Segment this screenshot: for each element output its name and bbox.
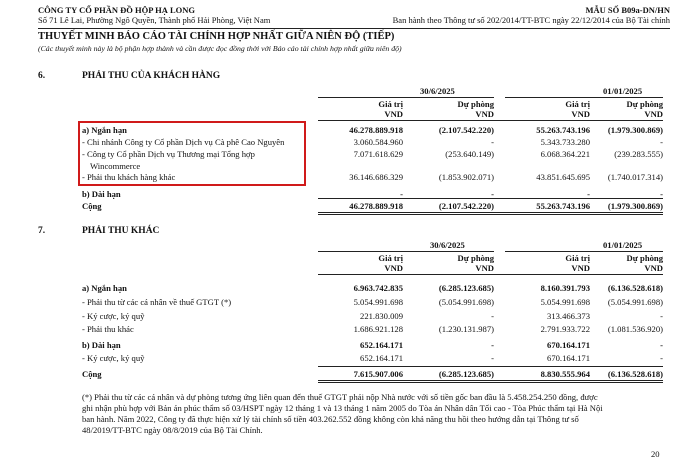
- row-value-1: 5.054.991.698: [353, 297, 403, 307]
- s6-period2-rule: [505, 97, 663, 98]
- section7-number: 7.: [38, 226, 46, 236]
- s7-unit-3: VND: [571, 263, 590, 273]
- row-value-1: 6.963.742.835: [353, 283, 403, 293]
- highlight-box: [78, 121, 306, 186]
- row-provision-2: (1.979.300.869): [607, 201, 663, 211]
- s6-col-value-2: Giá trị: [565, 99, 590, 109]
- row-value-1: 652.164.171: [360, 353, 403, 363]
- footnote-line: (*) Phải thu từ các cá nhân và dự phòng tương ứng liên quan đến thuế GTGT phải nộp Nhà nước với số tiền gốc ban đầu là 5.458.254.250 đồng, được: [82, 392, 598, 402]
- s6-total-rule-top: [318, 198, 663, 199]
- row-provision-2: -: [660, 353, 663, 363]
- row-provision-1: (253.640.149): [445, 149, 494, 159]
- row-label: - Chi nhánh Công ty Cổ phần Dịch vụ Cà phê Cao Nguyên: [82, 137, 285, 147]
- row-provision-2: (5.054.991.698): [607, 297, 663, 307]
- row-value-1: 3.060.584.960: [353, 137, 403, 147]
- s6-period1-rule: [318, 97, 494, 98]
- s7-total-rule-top: [318, 366, 663, 367]
- s6-unit-4: VND: [644, 109, 663, 119]
- issued-by: Ban hành theo Thông tư số 202/2014/TT-BTC ngày 22/12/2014 của Bộ Tài chính: [392, 15, 670, 25]
- row-value-2: 670.164.171: [547, 340, 590, 350]
- row-label: - Phải thu từ các cá nhân về thuế GTGT (*): [82, 297, 232, 307]
- row-label: - Ký cược, ký quỹ: [82, 353, 145, 363]
- row-value-1: 221.830.009: [360, 311, 403, 321]
- row-value-2: 5.343.733.280: [540, 137, 590, 147]
- row-label: Cộng: [82, 369, 102, 379]
- row-provision-1: (6.285.123.685): [438, 283, 494, 293]
- row-provision-1: (1.853.902.071): [438, 172, 494, 182]
- s7-header-rule: [318, 274, 663, 275]
- row-value-1: 36.146.686.329: [349, 172, 403, 182]
- row-value-1: 46.278.889.918: [349, 201, 403, 211]
- row-label: b) Dài hạn: [82, 340, 121, 350]
- row-provision-1: (2.107.542.220): [438, 125, 494, 135]
- s6-unit-3: VND: [571, 109, 590, 119]
- page-subtitle: (Các thuyết minh này là bộ phận hợp thành và cần được đọc đồng thời với Báo cáo tài chính hợp nhất giữa niên độ): [38, 44, 402, 53]
- row-provision-2: (6.136.528.618): [607, 283, 663, 293]
- s6-col-provision-2: Dự phòng: [626, 99, 663, 109]
- s7-col-value-1: Giá trị: [378, 253, 403, 263]
- row-label: - Công ty Cổ phần Dịch vụ Thương mại Tổng hợp: [82, 149, 255, 159]
- row-value-2: 313.466.373: [547, 311, 590, 321]
- row-value-2: 2.791.933.722: [540, 324, 590, 334]
- row-value-2: 43.851.645.695: [536, 172, 590, 182]
- s6-total-rule-bottom: [318, 212, 663, 215]
- row-provision-2: -: [660, 189, 663, 199]
- company-name: CÔNG TY CỔ PHẦN ĐỒ HỘP HẠ LONG: [38, 5, 196, 15]
- row-value-2: 6.068.364.221: [540, 149, 590, 159]
- row-value-2: 8.160.391.793: [540, 283, 590, 293]
- s6-period2: 01/01/2025: [603, 86, 643, 96]
- row-provision-2: (6.136.528.618): [607, 369, 663, 379]
- row-label: - Phải thu khách hàng khác: [82, 172, 176, 182]
- row-value-1: -: [400, 189, 403, 199]
- form-code: MẪU SỐ B09a-DN/HN: [585, 5, 670, 15]
- section6-number: 6.: [38, 71, 46, 81]
- row-provision-1: -: [491, 353, 494, 363]
- s7-period1: 30/6/2025: [430, 240, 465, 250]
- s6-unit-2: VND: [475, 109, 494, 119]
- footnote-line: ghi nhận phù hợp với Bản án phúc thẩm số 03/HSPT ngày 12 tháng 1 và 13 tháng 1 năm 2005 do Tòa án Nhân dân Tối cao - Tòa Phúc thẩm tại Hà Nội: [82, 403, 603, 413]
- s7-unit-4: VND: [644, 263, 663, 273]
- row-value-2: 5.054.991.698: [540, 297, 590, 307]
- footnote-line: ban hành. Năm 2022, Công ty đã thực hiện xử lý tài chính số tiền 403.262.552 đồng không còn khả năng thu hồi theo hướng dẫn tại Thông tư số: [82, 414, 579, 424]
- s6-col-value-1: Giá trị: [378, 99, 403, 109]
- footnote-line: 48/2019/TT-BTC ngày 08/8/2019 của Bộ Tài Chính.: [82, 425, 263, 435]
- row-label: a) Ngắn hạn: [82, 125, 127, 135]
- row-provision-1: -: [491, 137, 494, 147]
- row-value-1: 7.615.907.006: [353, 369, 403, 379]
- section6-title: PHẢI THU CỦA KHÁCH HÀNG: [82, 71, 221, 81]
- row-provision-1: -: [491, 311, 494, 321]
- s7-unit-2: VND: [475, 263, 494, 273]
- row-value-2: 55.263.743.196: [536, 125, 590, 135]
- s7-col-value-2: Giá trị: [565, 253, 590, 263]
- row-value-2: 55.263.743.196: [536, 201, 590, 211]
- row-provision-1: (2.107.542.220): [438, 201, 494, 211]
- page-number: 20: [651, 449, 660, 459]
- row-provision-2: (1.979.300.869): [607, 125, 663, 135]
- row-label: b) Dài hạn: [82, 189, 121, 199]
- row-provision-2: (1.081.536.920): [607, 324, 663, 334]
- row-provision-1: -: [491, 340, 494, 350]
- page-title: THUYẾT MINH BÁO CÁO TÀI CHÍNH HỢP NHẤT GIỮA NIÊN ĐỘ (TIẾP): [38, 31, 395, 42]
- row-label: a) Ngắn hạn: [82, 283, 127, 293]
- row-provision-2: (239.283.555): [614, 149, 663, 159]
- s7-col-provision-1: Dự phòng: [457, 253, 494, 263]
- row-provision-2: -: [660, 311, 663, 321]
- row-value-2: 8.830.555.964: [540, 369, 590, 379]
- s6-col-provision-1: Dự phòng: [457, 99, 494, 109]
- row-provision-1: -: [491, 189, 494, 199]
- s7-col-provision-2: Dự phòng: [626, 253, 663, 263]
- row-provision-2: -: [660, 340, 663, 350]
- s6-unit-1: VND: [384, 109, 403, 119]
- row-value-1: 1.686.921.128: [353, 324, 403, 334]
- s7-total-rule-bottom: [318, 380, 663, 383]
- s7-period2: 01/01/2025: [603, 240, 643, 250]
- row-label: Cộng: [82, 201, 102, 211]
- s6-period1: 30/6/2025: [420, 86, 455, 96]
- row-provision-1: (6.285.123.685): [438, 369, 494, 379]
- row-label-cont: Wincommerce: [90, 161, 141, 171]
- row-value-1: 652.164.171: [360, 340, 403, 350]
- s6-header-rule: [318, 120, 663, 121]
- s7-unit-1: VND: [384, 263, 403, 273]
- row-value-1: 46.278.889.918: [349, 125, 403, 135]
- row-label: - Ký cược, ký quỹ: [82, 311, 145, 321]
- section7-title: PHẢI THU KHÁC: [82, 226, 160, 236]
- row-provision-1: (1.230.131.987): [438, 324, 494, 334]
- s7-period2-rule: [505, 251, 663, 252]
- row-provision-1: (5.054.991.698): [438, 297, 494, 307]
- row-provision-2: -: [660, 137, 663, 147]
- row-provision-2: (1.740.017.314): [607, 172, 663, 182]
- row-value-2: -: [587, 189, 590, 199]
- row-value-2: 670.164.171: [547, 353, 590, 363]
- header-divider: [38, 28, 670, 29]
- company-address: Số 71 Lê Lai, Phường Ngô Quyền, Thành phố Hải Phòng, Việt Nam: [38, 15, 271, 25]
- row-label: - Phải thu khác: [82, 324, 134, 334]
- s7-period1-rule: [318, 251, 494, 252]
- row-value-1: 7.071.618.629: [353, 149, 403, 159]
